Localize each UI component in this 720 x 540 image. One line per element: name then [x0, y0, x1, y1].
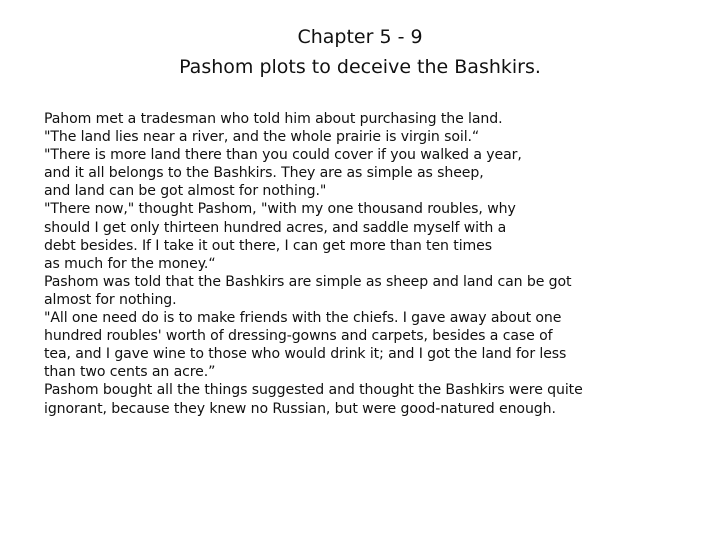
text-line: tea, and I gave wine to those who would drink it; and I got the land for less: [44, 346, 567, 363]
text-line: Pashom bought all the things suggested and thought the Bashkirs were quite: [44, 382, 583, 399]
text-line: almost for nothing.: [44, 291, 177, 308]
paragraph-told: [44, 273, 704, 309]
text-line: than two cents an acre.”: [44, 364, 216, 381]
chapter-heading: Chapter 5 - 9: [297, 26, 423, 48]
text-line: "There is more land there than you could cover if you walked a year,: [44, 147, 522, 164]
text-line: ignorant, because they knew no Russian, but were good-natured enough.: [44, 400, 556, 417]
paragraph-tradesman: [44, 110, 704, 128]
text-line: should I get only thirteen hundred acres, and saddle myself with a: [44, 219, 507, 236]
paragraph-land-quote: [44, 128, 704, 146]
paragraph-chiefs: [44, 309, 704, 381]
text-line: and it all belongs to the Bashkirs. They are as simple as sheep,: [44, 165, 484, 182]
text-line: "The land lies near a river, and the whole prairie is virgin soil.“: [44, 129, 480, 146]
text-line: as much for the money.“: [44, 255, 216, 272]
slide-body: [44, 110, 704, 418]
paragraph-thought: [44, 200, 704, 272]
text-line: "There now," thought Pashom, "with my one thousand roubles, why: [44, 201, 516, 218]
text-line: Pashom was told that the Bashkirs are simple as sheep and land can be got: [44, 273, 572, 290]
paragraph-more-land: [44, 146, 704, 200]
text-line: "All one need do is to make friends with the chiefs. I gave away about one: [44, 310, 562, 327]
text-line: debt besides. If I take it out there, I can get more than ten times: [44, 237, 492, 254]
paragraph-bought: [44, 381, 704, 417]
text-line: hundred roubles' worth of dressing-gowns and carpets, besides a case of: [44, 328, 553, 345]
chapter-subtitle: Pashom plots to deceive the Bashkirs.: [179, 56, 541, 78]
text-line: Pahom met a tradesman who told him about purchasing the land.: [44, 111, 503, 127]
slide-title: [0, 22, 720, 82]
text-line: and land can be got almost for nothing.": [44, 183, 327, 200]
